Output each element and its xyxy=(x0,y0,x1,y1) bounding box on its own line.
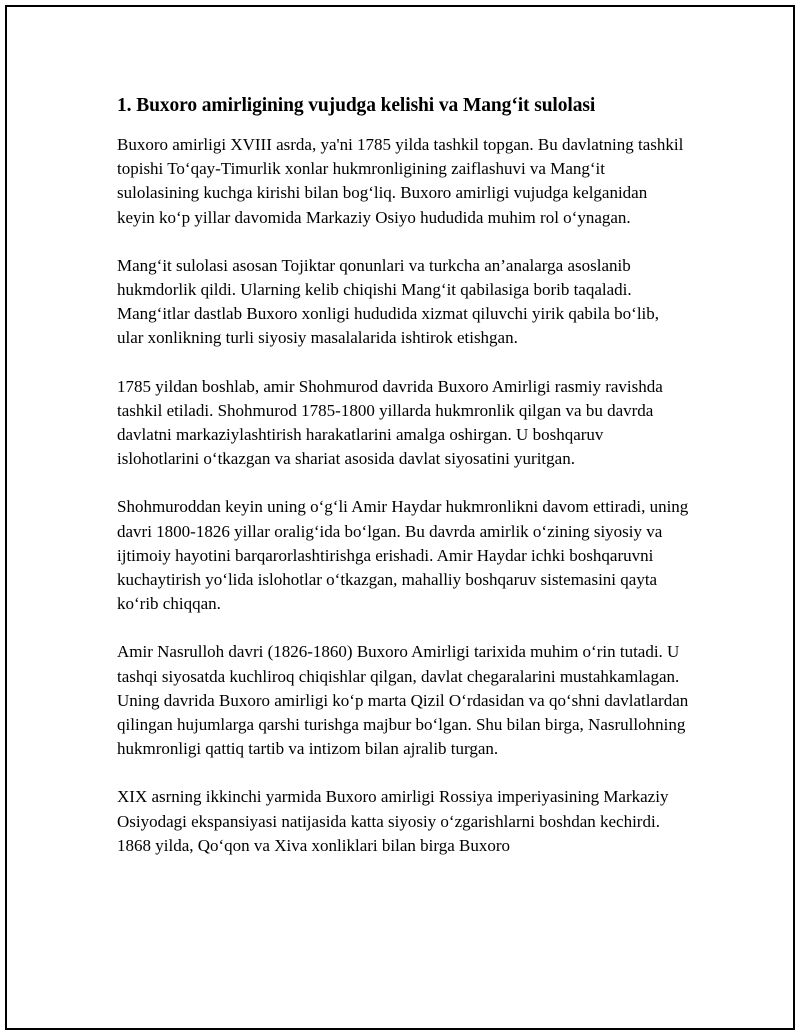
paragraph-amir-haydar: Shohmuroddan keyin uning o‘g‘li Amir Haydar hukmronlikni davom ettiradi, uning davri 1800-1826 yillar oralig‘ida bo‘lgan. Bu davrda amirlik o‘zining siyosiy va ijtimoiy hayotini barqarorlashtirishga erishadi. Amir Haydar ichki boshqaruvni kuchaytirish yo‘lida islohotlar o‘tkazgan, mahalliy boshqaruv sistemasini qayta ko‘rib chiqqan. xyxy=(117,497,689,614)
paragraph-russian-expansion: XIX asrning ikkinchi yarmida Buxoro amirligi Rossiya imperiyasining Markaziy Osiyodagi ekspansiyasi natijasida katta siyosiy o‘zgarishlarni boshdan kechirdi. 1868 yilda, Qo‘qon va Xiva xonliklari bilan birga Buxoro xyxy=(117,787,669,855)
paragraph-shohmurod: 1785 yildan boshlab, amir Shohmurod davrida Buxoro Amirligi rasmiy ravishda tashkil etiladi. Shohmurod 1785-1800 yillarda hukmronlik qilgan va bu davrda davlatni markaziylashtirish harakatlarini amalga oshirgan. U boshqaruv islohotlarini o‘tkazgan va shariat asosida davlat siyosatini yuritgan. xyxy=(117,376,663,469)
section-heading: 1. Buxoro amirligining vujudga kelishi va Mang‘it sulolasi xyxy=(117,95,596,116)
document-body xyxy=(117,93,689,882)
paragraph-founding: Buxoro amirligi XVIII asrda, ya'ni 1785 yilda tashkil topgan. Bu davlatning tashkil topishi To‘qay-Timurlik xonlar hukmronligining zaiflashuvi va Mang‘it sulolasining kuchga kirishi bilan bog‘liq. Buxoro amirligi vujudga kelganidan keyin ko‘p yillar davomida Markaziy Osiyo hududida muhim rol o‘ynagan. xyxy=(117,135,684,227)
paragraph-manghit-dynasty: Mang‘it sulolasi asosan Tojiktar qonunlari va turkcha an’analarga asoslanib hukmdorlik qildi. Ularning kelib chiqishi Mang‘it qabilasiga borib taqaladi. Mang‘itlar dastlab Buxoro xonligi hududida xizmat qiluvchi yirik qabila bo‘lib, ular xonlikning turli siyosiy masalalarida ishtirok etishgan. xyxy=(117,255,660,348)
paragraph-amir-nasrulloh: Amir Nasrulloh davri (1826-1860) Buxoro Amirligi tarixida muhim o‘rin tutadi. U tashqi siyosatda kuchliroq chiqishlar qilgan, davlat chegaralarini mustahkamlagan. Uning davrida Buxoro amirligi ko‘p marta Qizil O‘rdasidan va qo‘shni davlatlardan qilingan hujumlarga qarshi turishga majbur bo‘lgan. Shu bilan birga, Nasrullohning hukmronligi qattiq tartib va intizom bilan ajralib turgan. xyxy=(117,642,689,759)
